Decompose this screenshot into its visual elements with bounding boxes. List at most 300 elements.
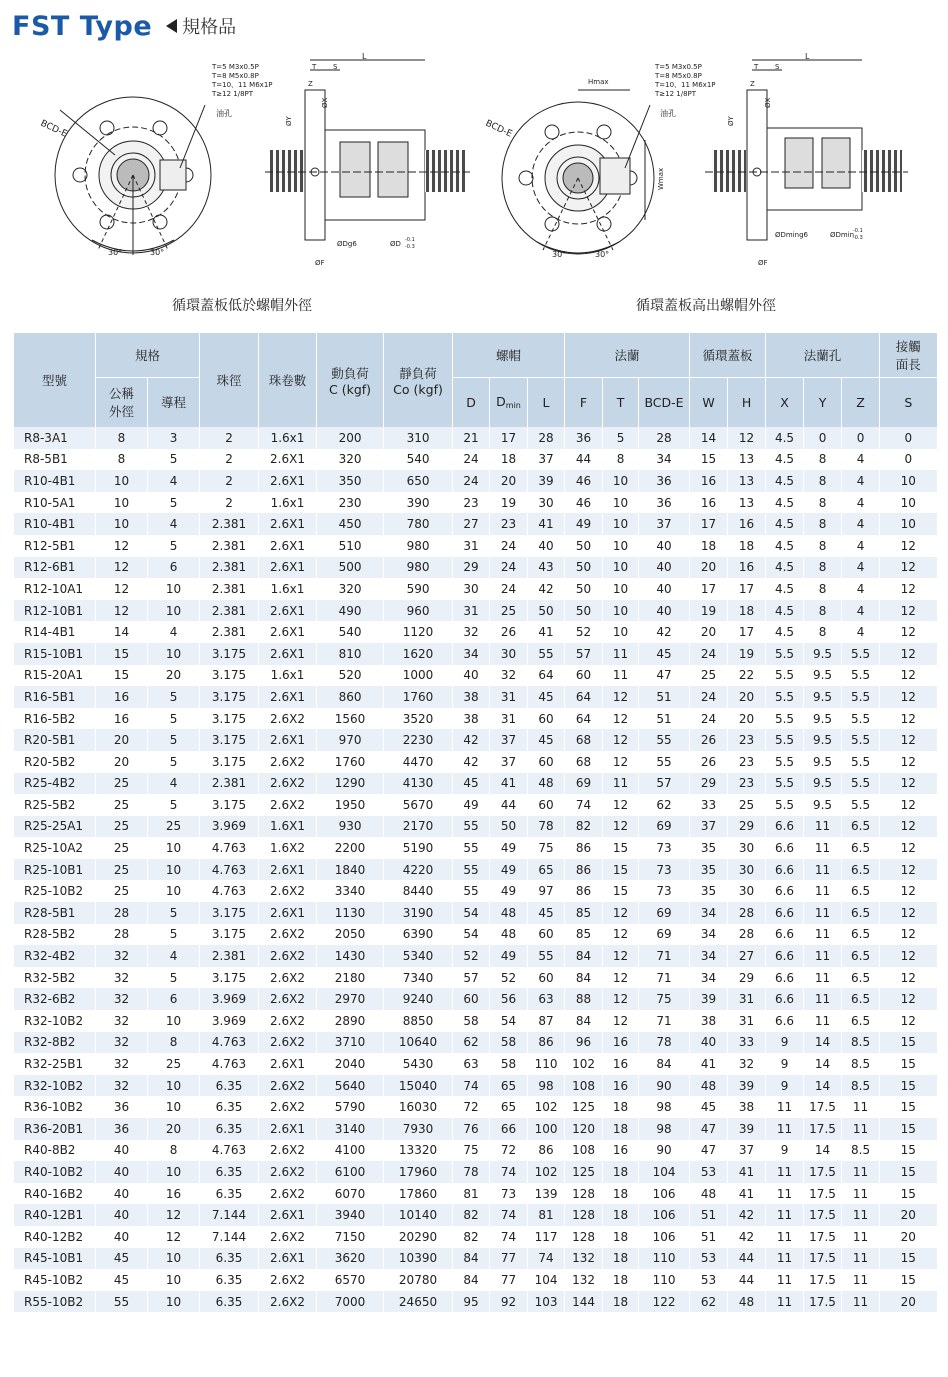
table-cell: 960 bbox=[384, 600, 453, 622]
table-cell: 29 bbox=[690, 773, 728, 795]
table-cell: 7150 bbox=[317, 1226, 384, 1248]
table-cell: 5.5 bbox=[766, 773, 804, 795]
left-T-label: T bbox=[312, 63, 317, 71]
table-cell: 15 bbox=[880, 1248, 937, 1270]
table-cell: 75 bbox=[639, 988, 690, 1010]
table-cell: 11 bbox=[842, 1096, 880, 1118]
table-row bbox=[14, 859, 937, 881]
table-cell: 6070 bbox=[317, 1183, 384, 1205]
table-cell: 6.6 bbox=[766, 967, 804, 989]
table-cell: 39 bbox=[528, 470, 565, 492]
table-cell: 78 bbox=[453, 1161, 490, 1183]
table-cell: 104 bbox=[639, 1161, 690, 1183]
table-cell: 2.6X2 bbox=[259, 1032, 317, 1054]
table-cell: 40 bbox=[639, 557, 690, 579]
model-cell: R15-20A1 bbox=[14, 665, 96, 687]
table-cell: 36 bbox=[96, 1096, 148, 1118]
table-row bbox=[14, 492, 937, 514]
table-cell: 540 bbox=[317, 621, 384, 643]
page-header bbox=[12, 8, 236, 44]
table-cell: 120 bbox=[565, 1118, 603, 1140]
table-cell: 25 bbox=[96, 837, 148, 859]
table-cell: 38 bbox=[453, 708, 490, 730]
table-cell: 450 bbox=[317, 513, 384, 535]
left-D-tol-top: -0.1 bbox=[405, 237, 415, 243]
table-cell: 74 bbox=[490, 1226, 528, 1248]
table-cell: 6.6 bbox=[766, 837, 804, 859]
table-cell: 3.175 bbox=[200, 794, 259, 816]
table-cell: 20 bbox=[728, 686, 766, 708]
table-cell: 11 bbox=[603, 643, 639, 665]
table-cell: 15 bbox=[880, 1032, 937, 1054]
table-cell: 18 bbox=[690, 535, 728, 557]
table-cell: 5190 bbox=[384, 837, 453, 859]
table-cell: 85 bbox=[565, 902, 603, 924]
table-cell: 11 bbox=[804, 816, 842, 838]
table-cell: 64 bbox=[565, 686, 603, 708]
table-cell: 5.5 bbox=[842, 665, 880, 687]
left-note-3: T=10、11 M6x1P bbox=[212, 81, 273, 89]
table-cell: 4.763 bbox=[200, 1053, 259, 1075]
table-cell: 4 bbox=[148, 773, 200, 795]
table-cell: 12 bbox=[603, 924, 639, 946]
right-note-1: T=5 M3x0.5P bbox=[655, 63, 702, 71]
technical-drawings bbox=[0, 50, 948, 320]
table-cell: 25 bbox=[148, 1053, 200, 1075]
table-cell: 16 bbox=[603, 1140, 639, 1162]
table-cell: 51 bbox=[639, 686, 690, 708]
table-cell: 57 bbox=[639, 773, 690, 795]
table-cell: 3.175 bbox=[200, 643, 259, 665]
table-cell: 540 bbox=[384, 449, 453, 471]
table-cell: 58 bbox=[490, 1053, 528, 1075]
left-L-label: L bbox=[362, 52, 367, 61]
table-cell: 33 bbox=[728, 1032, 766, 1054]
table-cell: 2.381 bbox=[200, 513, 259, 535]
table-cell: 51 bbox=[690, 1204, 728, 1226]
table-cell: 4.763 bbox=[200, 859, 259, 881]
table-cell: 5.5 bbox=[842, 773, 880, 795]
table-cell: 9.5 bbox=[804, 643, 842, 665]
table-cell: 0 bbox=[880, 427, 937, 449]
col-BCD: BCD-E bbox=[639, 377, 690, 427]
table-cell: 12 bbox=[603, 967, 639, 989]
table-cell: 8.5 bbox=[842, 1140, 880, 1162]
table-cell: 12 bbox=[880, 578, 937, 600]
table-cell: 39 bbox=[728, 1118, 766, 1140]
table-cell: 11 bbox=[603, 665, 639, 687]
table-cell: 3.969 bbox=[200, 988, 259, 1010]
table-row bbox=[14, 449, 937, 471]
table-cell: 9.5 bbox=[804, 751, 842, 773]
table-cell: 25 bbox=[728, 794, 766, 816]
table-cell: 12 bbox=[880, 751, 937, 773]
table-cell: 3940 bbox=[317, 1204, 384, 1226]
table-cell: 25 bbox=[148, 816, 200, 838]
table-cell: 55 bbox=[453, 859, 490, 881]
model-cell: R25-10B1 bbox=[14, 859, 96, 881]
table-cell: 2.6X1 bbox=[259, 1118, 317, 1140]
table-cell: 10 bbox=[148, 1161, 200, 1183]
table-cell: 32 bbox=[96, 1075, 148, 1097]
table-cell: 8 bbox=[603, 449, 639, 471]
right-L-label: L bbox=[805, 52, 810, 61]
model-cell: R40-10B2 bbox=[14, 1161, 96, 1183]
model-cell: R25-10A2 bbox=[14, 837, 96, 859]
table-cell: 12 bbox=[880, 708, 937, 730]
table-cell: 4 bbox=[842, 513, 880, 535]
table-cell: 84 bbox=[565, 945, 603, 967]
table-cell: 3.175 bbox=[200, 902, 259, 924]
table-cell: 230 bbox=[317, 492, 384, 514]
table-cell: 42 bbox=[639, 621, 690, 643]
col-S: S bbox=[880, 377, 937, 427]
table-cell: 7.144 bbox=[200, 1204, 259, 1226]
table-cell: 6.35 bbox=[200, 1269, 259, 1291]
left-Z-label: Z bbox=[308, 80, 313, 88]
table-cell: 6 bbox=[148, 988, 200, 1010]
table-row bbox=[14, 902, 937, 924]
table-cell: 69 bbox=[639, 816, 690, 838]
table-cell: 34 bbox=[690, 967, 728, 989]
model-cell: R32-6B2 bbox=[14, 988, 96, 1010]
table-cell: 65 bbox=[528, 859, 565, 881]
table-cell: 8 bbox=[804, 535, 842, 557]
table-cell: 28 bbox=[728, 902, 766, 924]
table-cell: 11 bbox=[766, 1118, 804, 1140]
table-cell: 10 bbox=[148, 578, 200, 600]
table-cell: 63 bbox=[528, 988, 565, 1010]
table-cell: 15 bbox=[603, 880, 639, 902]
table-cell: 10 bbox=[603, 621, 639, 643]
table-cell: 12 bbox=[603, 902, 639, 924]
table-cell: 6.5 bbox=[842, 945, 880, 967]
table-cell: 2.6X2 bbox=[259, 1096, 317, 1118]
table-cell: 32 bbox=[96, 1032, 148, 1054]
spec-table bbox=[13, 333, 937, 1312]
model-cell: R16-5B2 bbox=[14, 708, 96, 730]
table-cell: 11 bbox=[804, 967, 842, 989]
right-F-label: ØF bbox=[758, 259, 768, 267]
table-cell: 98 bbox=[639, 1096, 690, 1118]
table-row bbox=[14, 1140, 937, 1162]
col-flange: 法蘭 bbox=[565, 333, 690, 377]
table-cell: 12 bbox=[880, 902, 937, 924]
col-Dmin-main: D bbox=[496, 394, 506, 410]
table-cell: 12 bbox=[728, 427, 766, 449]
table-row bbox=[14, 816, 937, 838]
table-cell: 60 bbox=[528, 967, 565, 989]
model-cell: R40-12B1 bbox=[14, 1204, 96, 1226]
table-cell: 57 bbox=[453, 967, 490, 989]
table-cell: 36 bbox=[639, 492, 690, 514]
table-cell: 2200 bbox=[317, 837, 384, 859]
table-cell: 50 bbox=[565, 600, 603, 622]
table-cell: 139 bbox=[528, 1183, 565, 1205]
model-cell: R14-4B1 bbox=[14, 621, 96, 643]
table-cell: 76 bbox=[453, 1118, 490, 1140]
table-cell: 40 bbox=[528, 535, 565, 557]
table-cell: 44 bbox=[728, 1269, 766, 1291]
table-cell: 15 bbox=[880, 1075, 937, 1097]
table-cell: 32 bbox=[96, 1053, 148, 1075]
right-Dming6-label: ØDming6 bbox=[775, 231, 808, 239]
model-cell: R12-10A1 bbox=[14, 578, 96, 600]
table-cell: 95 bbox=[453, 1291, 490, 1313]
table-cell: 15 bbox=[603, 837, 639, 859]
table-cell: 19 bbox=[690, 600, 728, 622]
table-cell: 20290 bbox=[384, 1226, 453, 1248]
right-note-2: T=8 M5x0.8P bbox=[655, 72, 702, 80]
table-cell: 1.6x1 bbox=[259, 427, 317, 449]
table-cell: 16030 bbox=[384, 1096, 453, 1118]
table-cell: 16 bbox=[603, 1032, 639, 1054]
table-cell: 71 bbox=[639, 945, 690, 967]
left-D-tol-bot: -0.3 bbox=[405, 244, 415, 250]
table-cell: 2 bbox=[200, 427, 259, 449]
table-cell: 55 bbox=[528, 945, 565, 967]
table-cell: 30 bbox=[490, 643, 528, 665]
table-cell: 12 bbox=[148, 1226, 200, 1248]
table-cell: 46 bbox=[565, 470, 603, 492]
table-cell: 5640 bbox=[317, 1075, 384, 1097]
table-cell: 17.5 bbox=[804, 1118, 842, 1140]
table-cell: 40 bbox=[96, 1204, 148, 1226]
table-cell: 17 bbox=[690, 513, 728, 535]
table-cell: 15 bbox=[603, 859, 639, 881]
table-cell: 17 bbox=[728, 578, 766, 600]
table-cell: 56 bbox=[490, 988, 528, 1010]
table-cell: 15040 bbox=[384, 1075, 453, 1097]
table-cell: 15 bbox=[96, 643, 148, 665]
table-cell: 45 bbox=[690, 1096, 728, 1118]
table-cell: 4220 bbox=[384, 859, 453, 881]
table-cell: 3520 bbox=[384, 708, 453, 730]
table-cell: 63 bbox=[453, 1053, 490, 1075]
table-row bbox=[14, 470, 937, 492]
table-cell: 12 bbox=[603, 988, 639, 1010]
table-cell: 4 bbox=[842, 449, 880, 471]
table-row bbox=[14, 924, 937, 946]
table-row bbox=[14, 1096, 937, 1118]
table-row bbox=[14, 1118, 937, 1140]
table-cell: 15 bbox=[880, 1140, 937, 1162]
table-cell: 8.5 bbox=[842, 1032, 880, 1054]
table-cell: 72 bbox=[453, 1096, 490, 1118]
table-cell: 200 bbox=[317, 427, 384, 449]
table-cell: 10 bbox=[148, 1010, 200, 1032]
table-cell: 5.5 bbox=[766, 686, 804, 708]
table-cell: 10 bbox=[148, 1096, 200, 1118]
table-cell: 8 bbox=[96, 427, 148, 449]
table-cell: 6390 bbox=[384, 924, 453, 946]
table-cell: 24 bbox=[453, 470, 490, 492]
left-note-4: T≥12 1/8PT bbox=[212, 90, 254, 98]
table-cell: 28 bbox=[528, 427, 565, 449]
table-cell: 64 bbox=[565, 708, 603, 730]
table-cell: 3140 bbox=[317, 1118, 384, 1140]
table-cell: 9.5 bbox=[804, 773, 842, 795]
table-cell: 2.6X2 bbox=[259, 945, 317, 967]
table-cell: 1620 bbox=[384, 643, 453, 665]
left-angle-2: 30° bbox=[150, 248, 165, 257]
table-cell: 10140 bbox=[384, 1204, 453, 1226]
table-cell: 3.175 bbox=[200, 665, 259, 687]
table-cell: 5340 bbox=[384, 945, 453, 967]
table-cell: 3710 bbox=[317, 1032, 384, 1054]
table-cell: 5 bbox=[148, 492, 200, 514]
table-cell: 7000 bbox=[317, 1291, 384, 1313]
table-cell: 18 bbox=[603, 1291, 639, 1313]
left-note-2: T=8 M5x0.8P bbox=[212, 72, 259, 80]
table-cell: 11 bbox=[804, 988, 842, 1010]
table-cell: 1760 bbox=[384, 686, 453, 708]
table-cell: 36 bbox=[639, 470, 690, 492]
model-cell: R32-4B2 bbox=[14, 945, 96, 967]
table-cell: 31 bbox=[453, 600, 490, 622]
table-cell: 42 bbox=[728, 1226, 766, 1248]
model-cell: R12-6B1 bbox=[14, 557, 96, 579]
table-cell: 48 bbox=[490, 924, 528, 946]
table-cell: 2.381 bbox=[200, 621, 259, 643]
table-cell: 64 bbox=[528, 665, 565, 687]
table-cell: 320 bbox=[317, 449, 384, 471]
table-cell: 62 bbox=[453, 1032, 490, 1054]
table-cell: 520 bbox=[317, 665, 384, 687]
table-cell: 24650 bbox=[384, 1291, 453, 1313]
table-cell: 50 bbox=[565, 578, 603, 600]
table-cell: 18 bbox=[603, 1204, 639, 1226]
table-cell: 10 bbox=[148, 837, 200, 859]
table-cell: 8.5 bbox=[842, 1053, 880, 1075]
subtitle-text: 規格品 bbox=[182, 17, 237, 38]
table-cell: 1.6x1 bbox=[259, 665, 317, 687]
table-cell: 1130 bbox=[317, 902, 384, 924]
model-cell: R32-25B1 bbox=[14, 1053, 96, 1075]
table-cell: 86 bbox=[528, 1140, 565, 1162]
table-cell: 100 bbox=[528, 1118, 565, 1140]
table-cell: 37 bbox=[728, 1140, 766, 1162]
col-static-load: 靜負荷 Co (kgf) bbox=[384, 333, 453, 427]
table-cell: 82 bbox=[453, 1226, 490, 1248]
table-cell: 6.5 bbox=[842, 988, 880, 1010]
table-cell: 20 bbox=[690, 557, 728, 579]
table-cell: 47 bbox=[639, 665, 690, 687]
table-row bbox=[14, 686, 937, 708]
table-cell: 14 bbox=[690, 427, 728, 449]
table-cell: 60 bbox=[565, 665, 603, 687]
table-cell: 37 bbox=[528, 449, 565, 471]
table-cell: 15 bbox=[880, 1053, 937, 1075]
table-cell: 86 bbox=[528, 1032, 565, 1054]
table-cell: 2.6X1 bbox=[259, 729, 317, 751]
table-cell: 11 bbox=[842, 1248, 880, 1270]
right-wmax-label: Wmax bbox=[657, 167, 665, 190]
left-F-label: ØF bbox=[315, 259, 325, 267]
table-cell: 17.5 bbox=[804, 1096, 842, 1118]
left-side-view bbox=[265, 60, 470, 240]
table-cell: 2.6X1 bbox=[259, 859, 317, 881]
table-row bbox=[14, 1032, 937, 1054]
table-cell: 49 bbox=[490, 945, 528, 967]
model-cell: R45-10B2 bbox=[14, 1269, 96, 1291]
table-cell: 6.35 bbox=[200, 1096, 259, 1118]
table-cell: 16 bbox=[603, 1053, 639, 1075]
col-Dmin-sub: min bbox=[505, 401, 521, 411]
table-cell: 12 bbox=[96, 600, 148, 622]
table-cell: 19 bbox=[490, 492, 528, 514]
table-cell: 1430 bbox=[317, 945, 384, 967]
model-cell: R55-10B2 bbox=[14, 1291, 96, 1313]
table-cell: 30 bbox=[728, 859, 766, 881]
table-cell: 10 bbox=[148, 1269, 200, 1291]
table-cell: 2970 bbox=[317, 988, 384, 1010]
table-cell: 10 bbox=[880, 492, 937, 514]
table-cell: 33 bbox=[690, 794, 728, 816]
table-cell: 17.5 bbox=[804, 1183, 842, 1205]
right-oil-label: 油孔 bbox=[660, 109, 676, 118]
table-cell: 78 bbox=[639, 1032, 690, 1054]
col-dynamic-load: 動負荷 C (kgf) bbox=[317, 333, 384, 427]
model-cell: R12-5B1 bbox=[14, 535, 96, 557]
table-cell: 6.35 bbox=[200, 1291, 259, 1313]
table-cell: 51 bbox=[639, 708, 690, 730]
model-cell: R40-12B2 bbox=[14, 1226, 96, 1248]
table-cell: 15 bbox=[96, 665, 148, 687]
table-cell: 42 bbox=[453, 729, 490, 751]
table-cell: 11 bbox=[766, 1161, 804, 1183]
table-cell: 23 bbox=[490, 513, 528, 535]
table-cell: 14 bbox=[804, 1032, 842, 1054]
table-cell: 55 bbox=[453, 880, 490, 902]
table-cell: 35 bbox=[690, 859, 728, 881]
table-cell: 68 bbox=[565, 751, 603, 773]
table-cell: 20 bbox=[148, 1118, 200, 1140]
table-cell: 18 bbox=[603, 1096, 639, 1118]
table-cell: 2.6X1 bbox=[259, 1204, 317, 1226]
table-cell: 4.763 bbox=[200, 1032, 259, 1054]
table-cell: 2.6X1 bbox=[259, 557, 317, 579]
table-cell: 12 bbox=[96, 578, 148, 600]
table-cell: 4.5 bbox=[766, 470, 804, 492]
table-cell: 8 bbox=[804, 513, 842, 535]
table-cell: 12 bbox=[880, 686, 937, 708]
table-cell: 49 bbox=[490, 880, 528, 902]
table-cell: 16 bbox=[148, 1183, 200, 1205]
table-cell: 16 bbox=[96, 708, 148, 730]
table-cell: 18 bbox=[603, 1118, 639, 1140]
table-cell: 4 bbox=[148, 513, 200, 535]
table-cell: 8 bbox=[804, 449, 842, 471]
table-cell: 98 bbox=[639, 1118, 690, 1140]
table-cell: 12 bbox=[603, 686, 639, 708]
table-cell: 73 bbox=[490, 1183, 528, 1205]
table-cell: 38 bbox=[728, 1096, 766, 1118]
table-cell: 24 bbox=[690, 708, 728, 730]
table-cell: 6.6 bbox=[766, 945, 804, 967]
table-cell: 32 bbox=[96, 967, 148, 989]
left-drawing-caption: 循環蓋板低於螺帽外徑 bbox=[172, 298, 312, 314]
table-cell: 90 bbox=[639, 1140, 690, 1162]
table-cell: 41 bbox=[490, 773, 528, 795]
table-cell: 4 bbox=[842, 621, 880, 643]
table-cell: 2 bbox=[200, 470, 259, 492]
table-cell: 24 bbox=[690, 686, 728, 708]
table-cell: 5 bbox=[603, 427, 639, 449]
table-cell: 10 bbox=[148, 600, 200, 622]
table-cell: 5430 bbox=[384, 1053, 453, 1075]
table-cell: 37 bbox=[490, 751, 528, 773]
